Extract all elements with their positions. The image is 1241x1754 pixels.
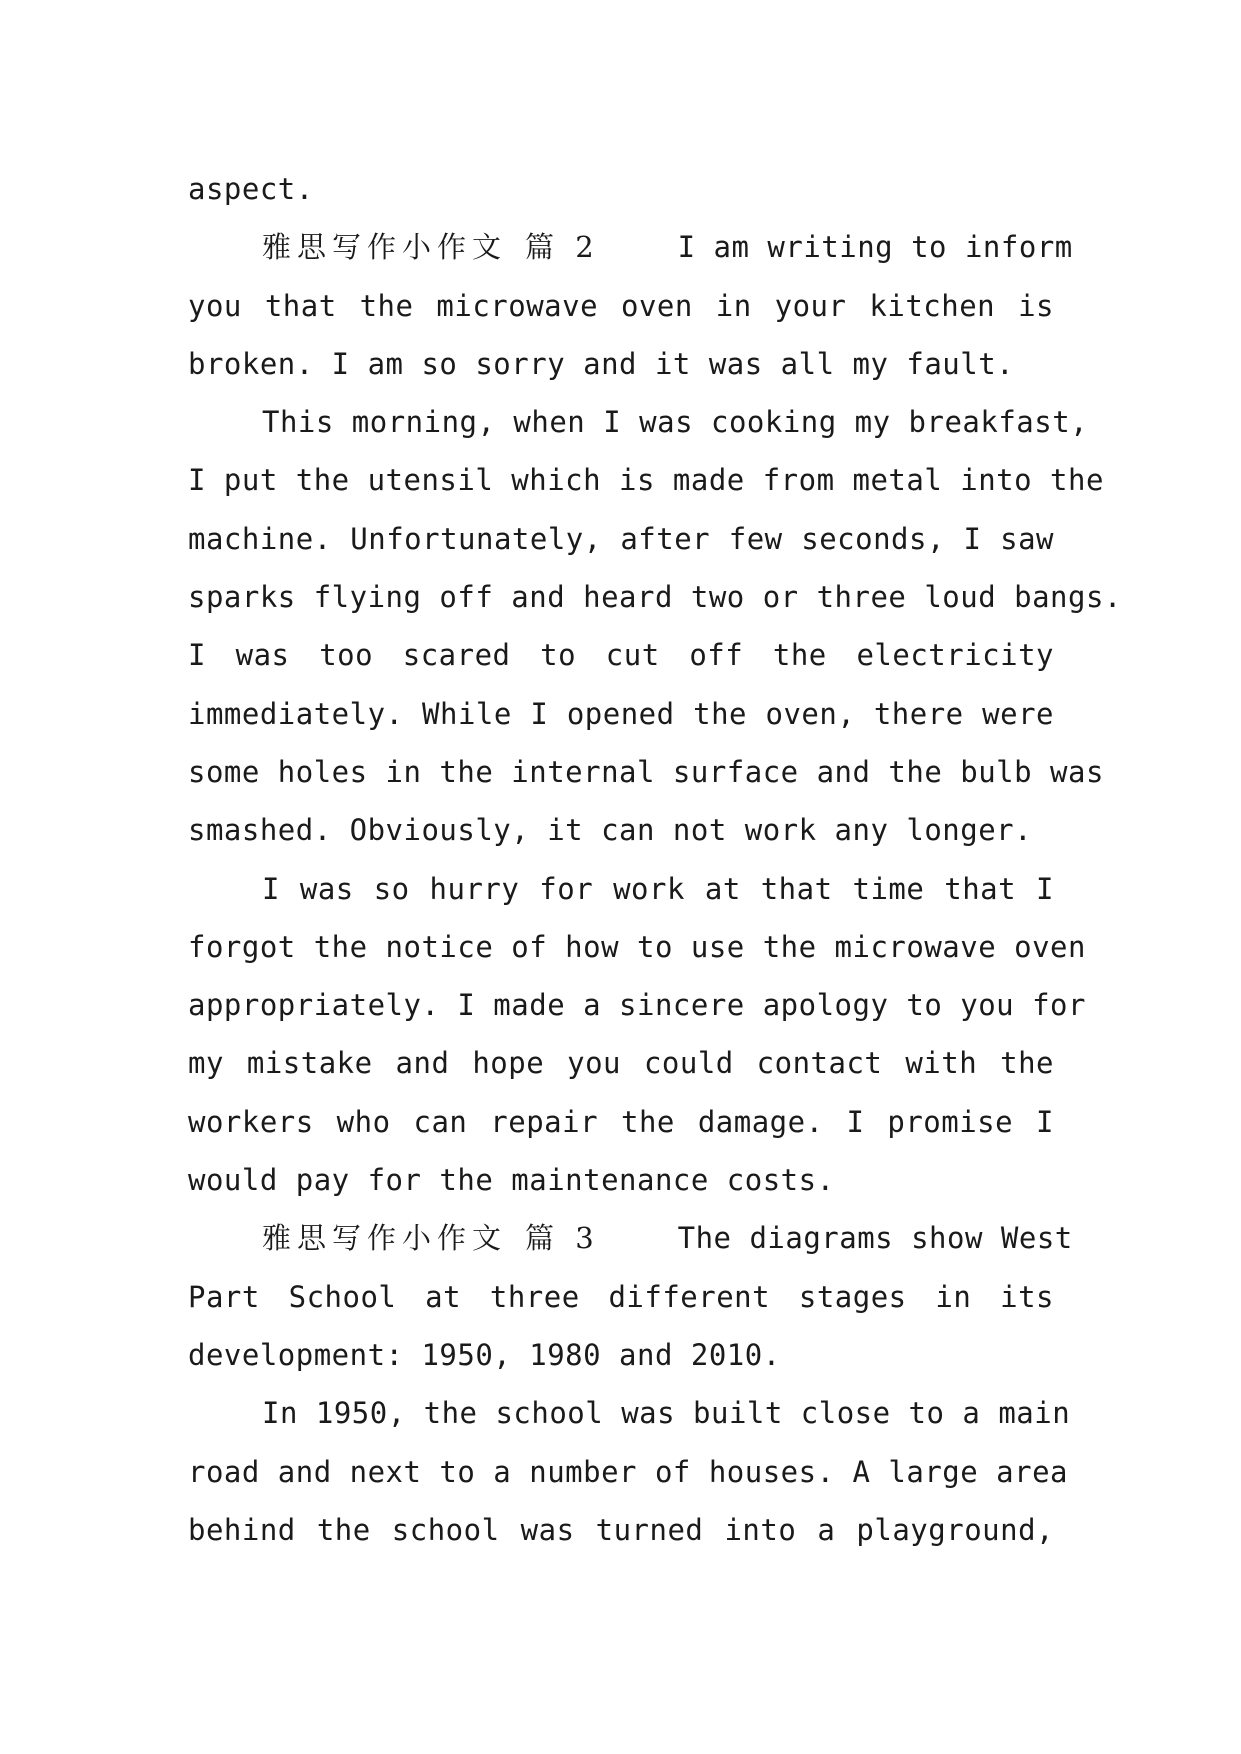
- paragraph-start: In 1950, the school was built close to a main: [262, 1396, 1071, 1431]
- text-line: development: 1950, 1980 and 2010.: [188, 1337, 781, 1372]
- text-line: sparks flying off and heard two or three loud bangs.: [188, 580, 1122, 615]
- section-heading-2: [188, 218, 1073, 276]
- text-line: I was too scared to cut off the electricity: [188, 638, 1054, 673]
- text-line: immediately. While I opened the oven, there were: [188, 696, 1054, 731]
- text-line: machine. Unfortunately, after few seconds, I saw: [188, 521, 1054, 556]
- heading-continuation: The diagrams show West: [677, 1221, 1073, 1256]
- heading-title: 雅思写作小作文: [262, 1221, 508, 1256]
- text-line: my mistake and hope you could contact with the: [188, 1046, 1054, 1081]
- heading-number: 篇 3: [524, 1221, 600, 1256]
- text-line: broken. I am so sorry and it was all my fault.: [188, 346, 1015, 381]
- text-line: would pay for the maintenance costs.: [188, 1163, 835, 1198]
- text-line: workers who can repair the damage. I promise I: [188, 1104, 1054, 1139]
- text-line: aspect.: [188, 172, 314, 206]
- paragraph-start: This morning, when I was cooking my breakfast,: [262, 405, 1089, 440]
- heading-title: 雅思写作小作文: [262, 230, 508, 265]
- text-line: you that the microwave oven in your kitchen is: [188, 288, 1054, 323]
- text-line: some holes in the internal surface and the bulb was: [188, 754, 1104, 789]
- heading-number: 篇 2: [524, 230, 600, 265]
- text-line: smashed. Obviously, it can not work any longer.: [188, 813, 1033, 848]
- text-line: behind the school was turned into a playground,: [188, 1512, 1054, 1547]
- section-heading-3: [188, 1209, 1073, 1267]
- body-text: [188, 160, 1122, 1559]
- heading-continuation: I am writing to inform: [677, 230, 1073, 265]
- paragraph-start: I was so hurry for work at that time that I: [262, 871, 1054, 906]
- text-line: I put the utensil which is made from metal into the: [188, 463, 1104, 498]
- text-line: Part School at three different stages in its: [188, 1279, 1054, 1314]
- text-line: forgot the notice of how to use the microwave oven: [188, 929, 1086, 964]
- text-line: appropriately. I made a sincere apology to you for: [188, 988, 1086, 1023]
- text-line: road and next to a number of houses. A large area: [188, 1454, 1069, 1489]
